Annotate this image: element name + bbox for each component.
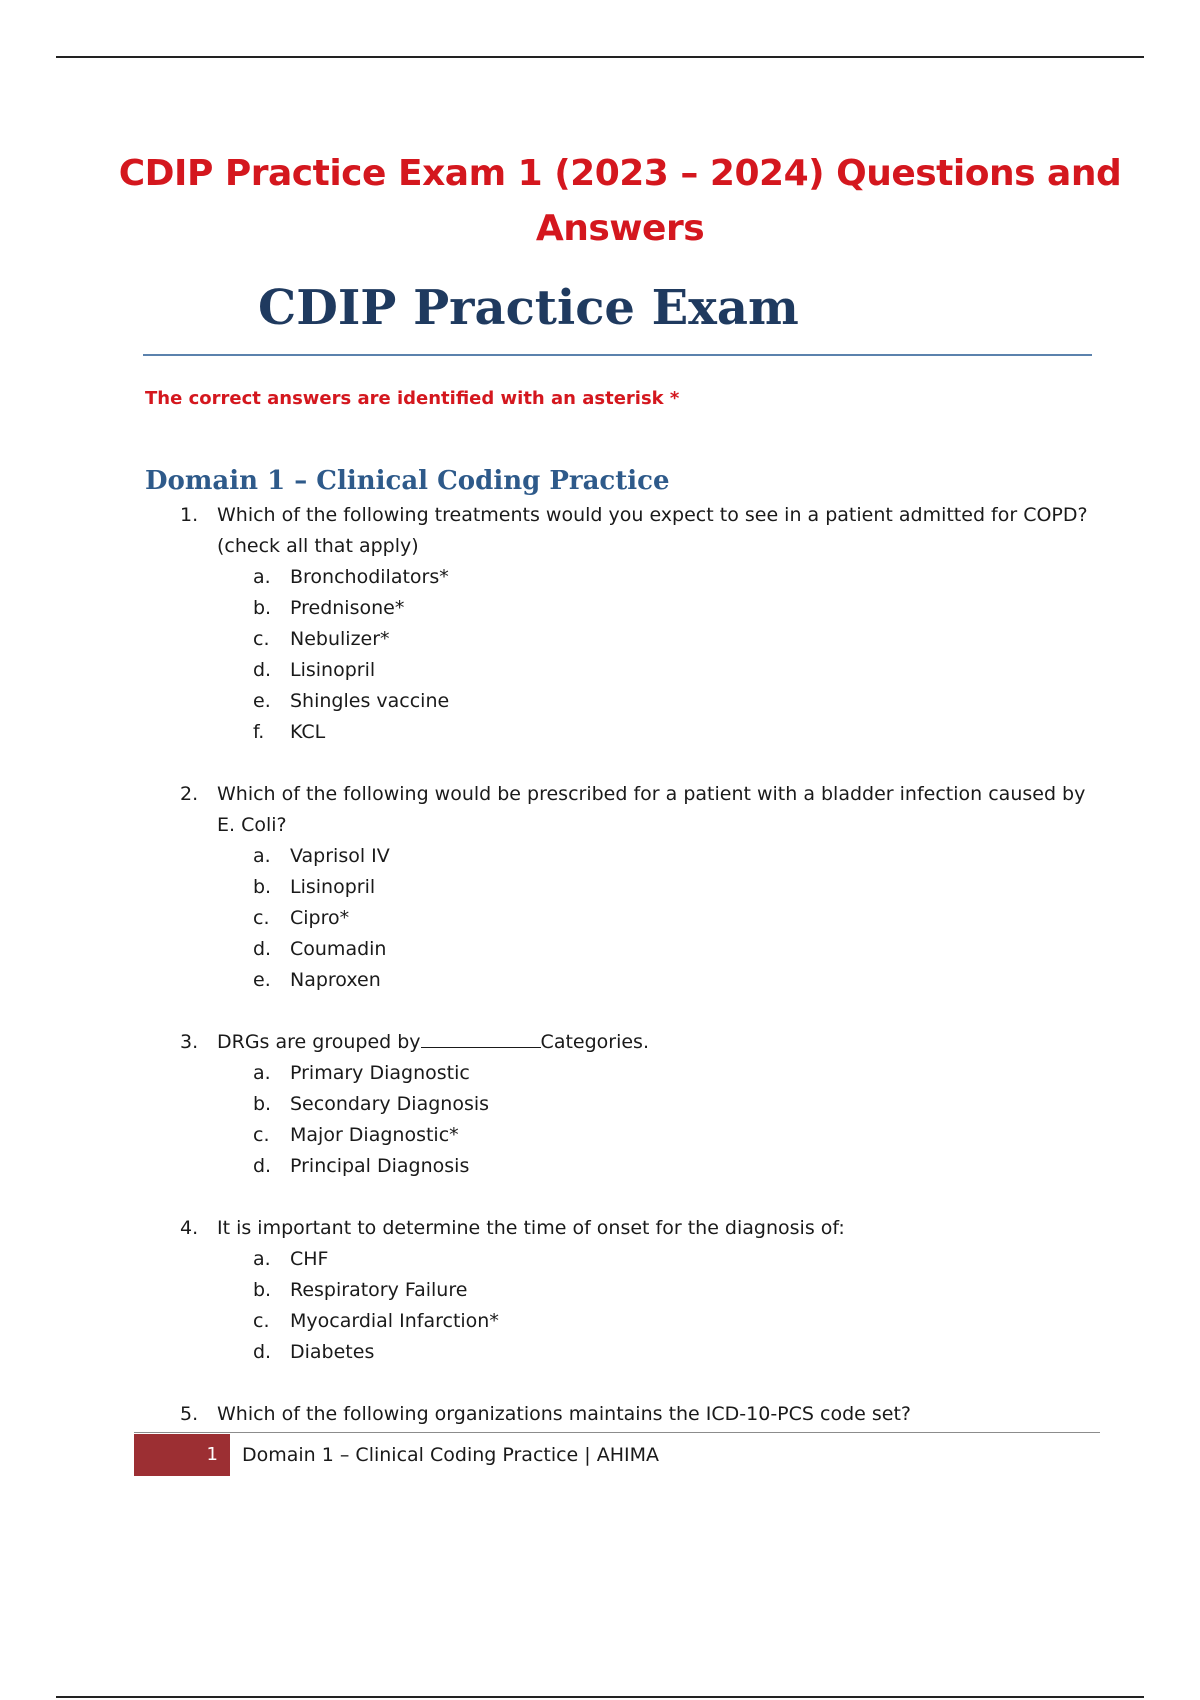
footer-page-box [134, 1434, 230, 1476]
option-text: Naproxen [290, 969, 381, 991]
option-letter: e. [253, 969, 271, 991]
option-text: CHF [290, 1248, 329, 1270]
option-text: Coumadin [290, 938, 387, 960]
question-number: 4. [180, 1217, 199, 1239]
answer-option [253, 934, 1100, 965]
answer-option [253, 965, 1100, 996]
option-letter: c. [253, 1124, 270, 1146]
option-text: Secondary Diagnosis [290, 1093, 490, 1115]
page-top-rule [56, 56, 1144, 58]
domain-heading: Domain 1 – Clinical Coding Practice [145, 466, 670, 496]
page-bottom-rule [56, 1696, 1144, 1698]
answer-option [253, 1151, 1100, 1182]
option-text: Cipro* [290, 907, 350, 929]
exam-heading: CDIP Practice Exam [258, 280, 799, 336]
option-text: Diabetes [290, 1341, 375, 1363]
question-list [180, 500, 1100, 1430]
answer-option [253, 841, 1100, 872]
document-title: CDIP Practice Exam 1 (2023 – 2024) Questions and Answers [118, 153, 1122, 249]
option-letter: c. [253, 1310, 270, 1332]
option-text: Bronchodilators* [290, 566, 449, 588]
footer-page-number: 1 [206, 1444, 218, 1465]
option-letter: b. [253, 1279, 272, 1301]
fill-in-blank [421, 1029, 541, 1048]
question-number: 2. [180, 783, 199, 805]
option-letter: f. [253, 721, 265, 743]
option-text: Lisinopril [290, 659, 376, 681]
option-letter: a. [253, 566, 271, 588]
question-text: It is important to determine the time of onset for the diagnosis of: [217, 1217, 845, 1239]
option-text: KCL [290, 721, 326, 743]
option-text: Primary Diagnostic [290, 1062, 470, 1084]
answer-option [253, 1306, 1100, 1337]
answer-option [253, 872, 1100, 903]
answer-option [253, 655, 1100, 686]
answer-option [253, 1058, 1100, 1089]
answer-option [253, 562, 1100, 593]
option-letter: e. [253, 690, 271, 712]
option-text: Myocardial Infarction* [290, 1310, 499, 1332]
option-text: Nebulizer* [290, 628, 390, 650]
answer-option [253, 1120, 1100, 1151]
option-letter: d. [253, 1155, 272, 1177]
option-text: Vaprisol IV [290, 845, 390, 867]
option-text: Major Diagnostic* [290, 1124, 459, 1146]
question-number: 3. [180, 1031, 199, 1053]
answer-options [217, 1058, 1100, 1182]
answer-option [253, 686, 1100, 717]
question-3 [180, 1027, 1100, 1182]
question-text: Which of the following organizations maintains the ICD-10-PCS code set? [217, 1403, 911, 1425]
option-text: Principal Diagnosis [290, 1155, 470, 1177]
footer-text: Domain 1 – Clinical Coding Practice | AHIMA [242, 1444, 660, 1466]
option-letter: a. [253, 1062, 271, 1084]
answer-options [217, 841, 1100, 996]
answer-option [253, 903, 1100, 934]
footer-rule [134, 1432, 1100, 1433]
answer-option [253, 1337, 1100, 1368]
answer-option [253, 1275, 1100, 1306]
option-letter: a. [253, 1248, 271, 1270]
answer-option [253, 717, 1100, 748]
answer-option [253, 593, 1100, 624]
option-text: Prednisone* [290, 597, 405, 619]
answer-option [253, 624, 1100, 655]
answer-key-note: The correct answers are identified with an asterisk * [145, 388, 680, 409]
answer-option [253, 1244, 1100, 1275]
option-letter: c. [253, 628, 270, 650]
answer-options [217, 1244, 1100, 1368]
question-text: Which of the following would be prescribed for a patient with a bladder infection caused by E. Coli? [217, 783, 1086, 836]
option-letter: b. [253, 876, 272, 898]
question-text [217, 1027, 1100, 1058]
option-letter: d. [253, 659, 272, 681]
option-text: Lisinopril [290, 876, 376, 898]
question-text-before-blank: DRGs are grouped by [217, 1031, 421, 1053]
option-letter: a. [253, 845, 271, 867]
question-2 [180, 779, 1100, 996]
option-letter: b. [253, 1093, 272, 1115]
question-5 [180, 1399, 1100, 1430]
option-letter: d. [253, 938, 272, 960]
question-text-after-blank: Categories. [540, 1031, 649, 1053]
answer-option [253, 1089, 1100, 1120]
option-letter: d. [253, 1341, 272, 1363]
question-1 [180, 500, 1100, 748]
option-text: Respiratory Failure [290, 1279, 468, 1301]
question-number: 5. [180, 1403, 199, 1425]
heading-underline-rule [143, 354, 1092, 356]
option-text: Shingles vaccine [290, 690, 450, 712]
option-letter: b. [253, 597, 272, 619]
question-text: Which of the following treatments would you expect to see in a patient admitted for COPD? (check all that apply) [217, 504, 1088, 557]
option-letter: c. [253, 907, 270, 929]
question-4 [180, 1213, 1100, 1368]
question-number: 1. [180, 504, 199, 526]
answer-options [217, 562, 1100, 748]
